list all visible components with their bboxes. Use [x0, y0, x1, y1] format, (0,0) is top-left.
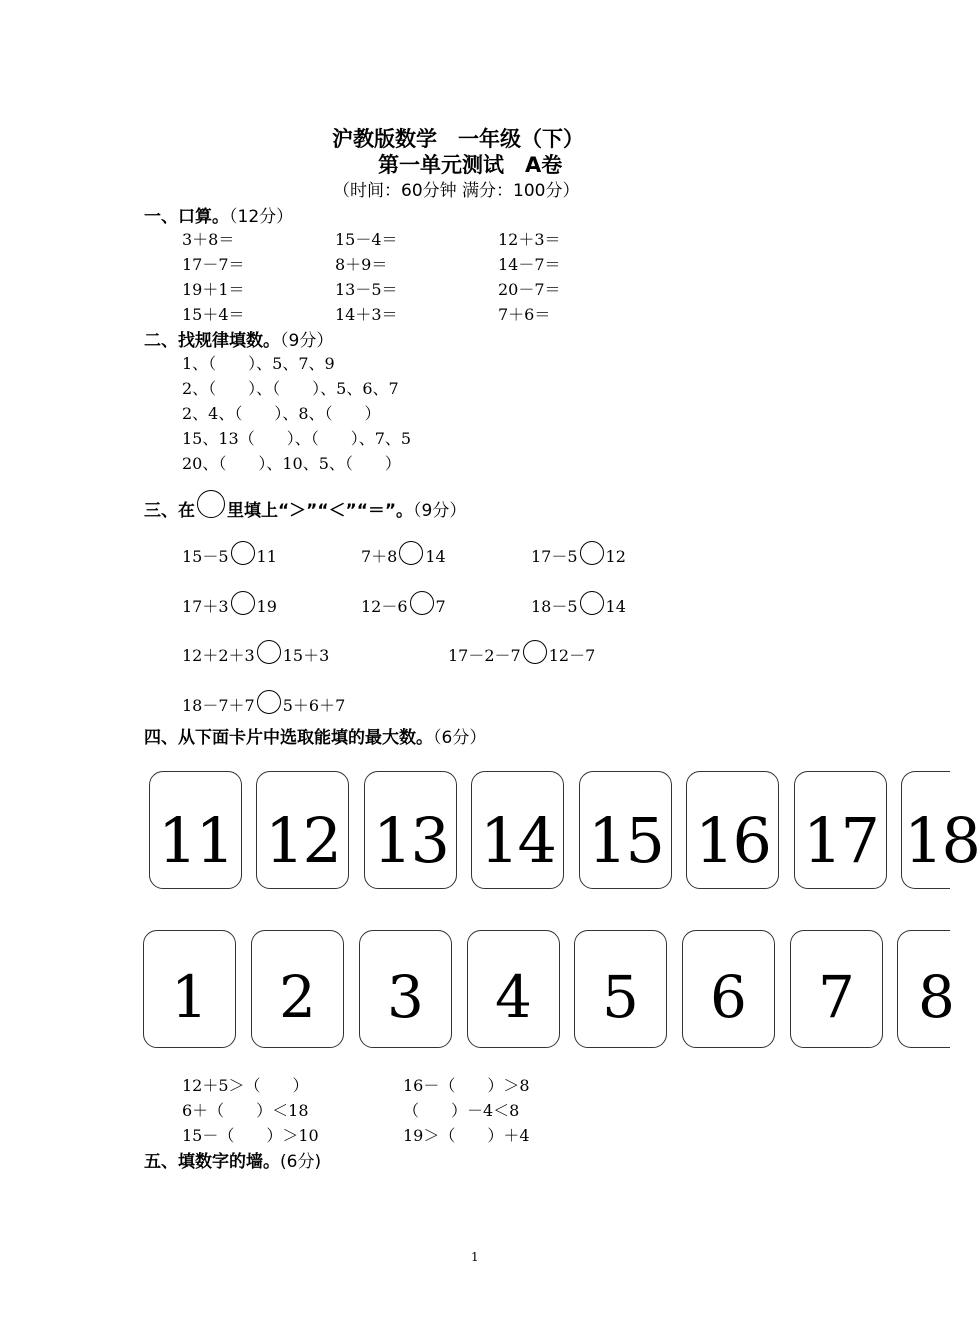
calc-item: 15＋4＝ [182, 305, 245, 324]
section-1-title: 一、口算。 [144, 207, 229, 227]
card-number: 8 [918, 963, 955, 1031]
number-card [256, 771, 349, 889]
card-number: 11 [158, 804, 233, 877]
calc-item: 15－4＝ [335, 230, 398, 249]
section-3-title-before: 三、在 [144, 501, 195, 521]
compare-item [448, 640, 595, 666]
compare-item [182, 690, 345, 716]
number-card [901, 771, 979, 889]
card-number: 7 [818, 963, 855, 1031]
calc-item: 7＋6＝ [498, 305, 551, 324]
pattern-item: 20、（ ）、10、5、（ ） [182, 454, 401, 473]
calc-item: 3＋8＝ [182, 230, 235, 249]
compare-right: 14 [425, 547, 446, 566]
calc-item: 13－5＝ [335, 280, 398, 299]
section-4-points: （6分） [433, 728, 487, 748]
number-card [794, 771, 887, 889]
card-question: 6＋（ ）＜18 [182, 1101, 309, 1120]
compare-circle[interactable] [523, 640, 547, 664]
card-number: 14 [480, 804, 555, 877]
card-question: 16－（ ）＞8 [403, 1076, 530, 1095]
calc-item: 17－7＝ [182, 255, 245, 274]
number-card [579, 771, 672, 889]
compare-circle[interactable] [231, 541, 255, 565]
compare-item [361, 541, 446, 567]
compare-circle[interactable] [231, 591, 255, 615]
section-3-points: （9分） [413, 501, 467, 521]
compare-right: 11 [256, 547, 277, 566]
compare-right: 19 [256, 597, 277, 616]
time-info: （时间：60分钟 满分：100分） [333, 181, 580, 201]
section-5-heading [144, 1147, 321, 1172]
calc-item: 14－7＝ [498, 255, 561, 274]
number-card [682, 930, 775, 1048]
calc-item: 20－7＝ [498, 280, 561, 299]
card-number: 13 [373, 804, 448, 877]
section-5-points: (6分) [280, 1152, 322, 1172]
pattern-item: 1、（ ）、5、7、9 [182, 354, 335, 373]
page-subtitle: 第一单元测试 A卷 [378, 153, 563, 177]
number-card [364, 771, 457, 889]
compare-item [182, 541, 277, 567]
compare-right: 14 [605, 597, 626, 616]
section-4-heading [144, 723, 486, 748]
section-5-title: 五、填数字的墙。 [144, 1152, 280, 1172]
section-3-heading [144, 490, 466, 521]
compare-right: 7 [435, 597, 446, 616]
card-number: 2 [279, 963, 316, 1031]
compare-circle[interactable] [257, 640, 281, 664]
calc-item: 19＋1＝ [182, 280, 245, 299]
compare-item [182, 640, 329, 666]
compare-left: 17－2－7 [448, 646, 521, 665]
compare-circle[interactable] [580, 591, 604, 615]
pattern-item: 2、（ ）、（ ）、5、6、7 [182, 379, 399, 398]
number-card [574, 930, 667, 1048]
compare-circle-icon [197, 490, 225, 518]
compare-left: 7＋8 [361, 547, 398, 566]
section-3-title-after: 里填上“＞”“＜”“＝”。 [227, 501, 414, 521]
compare-left: 18－7＋7 [182, 696, 255, 715]
section-1-points: （12分） [229, 207, 294, 227]
card-question: 12＋5＞（ ） [182, 1076, 309, 1095]
page-title: 沪教版数学 一年级（下） [332, 127, 584, 151]
compare-left: 17＋3 [182, 597, 229, 616]
compare-left: 15－5 [182, 547, 229, 566]
section-4-title: 四、从下面卡片中选取能填的最大数。 [144, 728, 433, 748]
section-2-heading [144, 326, 333, 351]
number-card [359, 930, 452, 1048]
number-card [897, 930, 955, 1048]
compare-right: 12 [605, 547, 626, 566]
compare-right: 5＋6＋7 [282, 696, 346, 715]
compare-item [531, 541, 626, 567]
pattern-item: 15、13（ ）、（ ）、7、5 [182, 429, 412, 448]
compare-left: 18－5 [531, 597, 578, 616]
card-number: 6 [710, 963, 747, 1031]
compare-circle[interactable] [257, 690, 281, 714]
section-2-points: （9分） [280, 331, 334, 351]
compare-left: 17－5 [531, 547, 578, 566]
calc-item: 14＋3＝ [335, 305, 398, 324]
card-number: 16 [695, 804, 770, 877]
card-number: 3 [387, 963, 424, 1031]
card-question: （ ）－4＜8 [403, 1101, 520, 1120]
pattern-item: 2、4、（ ）、8、（ ） [182, 404, 381, 423]
card-number: 18 [904, 804, 979, 877]
card-number: 15 [588, 804, 663, 877]
card-number: 5 [602, 963, 639, 1031]
card-number: 1 [171, 963, 208, 1031]
number-card [790, 930, 883, 1048]
number-card [143, 930, 236, 1048]
card-number: 12 [265, 804, 340, 877]
page-number: 1 [471, 1250, 479, 1264]
compare-right: 12－7 [548, 646, 596, 665]
card-number: 4 [495, 963, 532, 1031]
section-2-title: 二、找规律填数。 [144, 331, 280, 351]
calc-item: 8＋9＝ [335, 255, 388, 274]
section-1-heading [144, 202, 293, 227]
card-question: 19＞（ ）＋4 [403, 1126, 530, 1145]
card-number: 17 [803, 804, 878, 877]
compare-item [361, 591, 446, 617]
number-card [686, 771, 779, 889]
number-card [471, 771, 564, 889]
calc-item: 12＋3＝ [498, 230, 561, 249]
compare-circle[interactable] [399, 541, 423, 565]
number-card [149, 771, 242, 889]
number-card [467, 930, 560, 1048]
compare-left: 12－6 [361, 597, 408, 616]
compare-circle[interactable] [580, 541, 604, 565]
compare-circle[interactable] [410, 591, 434, 615]
number-card [251, 930, 344, 1048]
compare-item [182, 591, 277, 617]
card-question: 15－（ ）＞10 [182, 1126, 319, 1145]
compare-left: 12＋2＋3 [182, 646, 255, 665]
compare-right: 15＋3 [282, 646, 330, 665]
compare-item [531, 591, 626, 617]
